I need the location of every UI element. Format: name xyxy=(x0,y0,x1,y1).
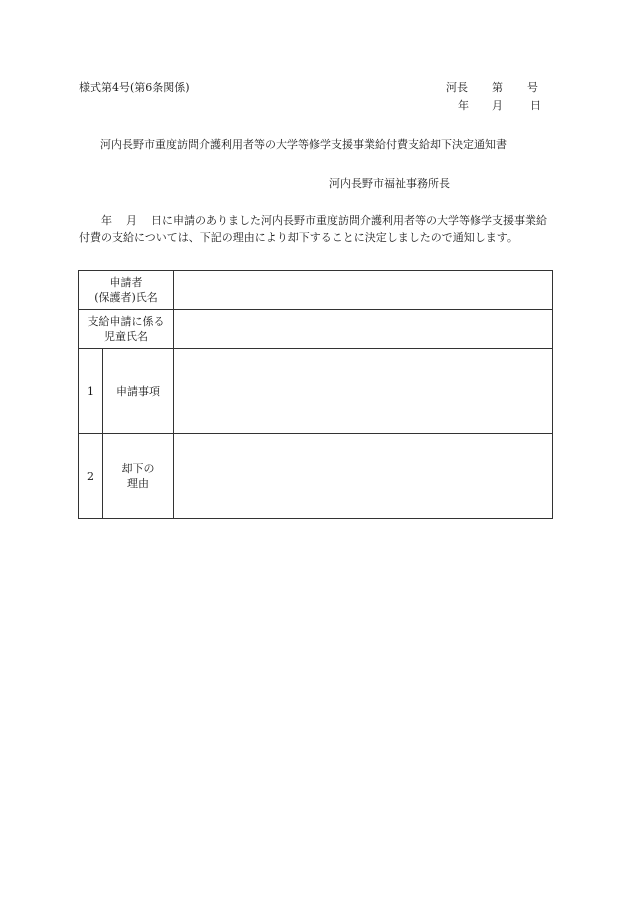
application-matter-field[interactable] xyxy=(174,349,553,434)
reference-go: 号 xyxy=(527,81,538,94)
reference-dai: 第 xyxy=(492,81,503,94)
form-number: 様式第4号(第6条関係) xyxy=(79,81,190,94)
document-title: 河内長野市重度訪問介護利用者等の大学等修学支援事業給付費支給却下決定通知書 xyxy=(100,138,507,151)
date-month: 月 xyxy=(492,99,503,112)
child-label: 支給申請に係る 児童氏名 xyxy=(79,310,174,349)
applicant-label: 申請者 (保護者)氏名 xyxy=(79,271,174,310)
applicant-name-field[interactable] xyxy=(174,271,553,310)
table-row xyxy=(79,349,553,434)
rejection-reason-label: 却下の 理由 xyxy=(103,434,174,519)
notice-body xyxy=(79,212,553,246)
date-year: 年 xyxy=(458,99,469,112)
body-day: 日 xyxy=(151,214,162,227)
date-day: 日 xyxy=(530,99,541,112)
rejection-reason-field[interactable] xyxy=(174,434,553,519)
body-month: 月 xyxy=(126,214,137,227)
item-number: 1 xyxy=(79,349,103,434)
body-text: に申請のありました河内長野市重度訪問介護利用者等の大学等修学支援事業給付費の支給については、下記の理由により却下することに決定しましたので通知します。 xyxy=(79,214,547,244)
application-matter-label: 申請事項 xyxy=(103,349,174,434)
table-row xyxy=(79,434,553,519)
form-table xyxy=(78,270,553,519)
issuer: 河内長野市福祉事務所長 xyxy=(329,177,450,190)
body-year: 年 xyxy=(101,214,112,227)
child-name-field[interactable] xyxy=(174,310,553,349)
reference-prefix: 河長 xyxy=(446,81,468,94)
item-number: 2 xyxy=(79,434,103,519)
table-row xyxy=(79,310,553,349)
table-row xyxy=(79,271,553,310)
